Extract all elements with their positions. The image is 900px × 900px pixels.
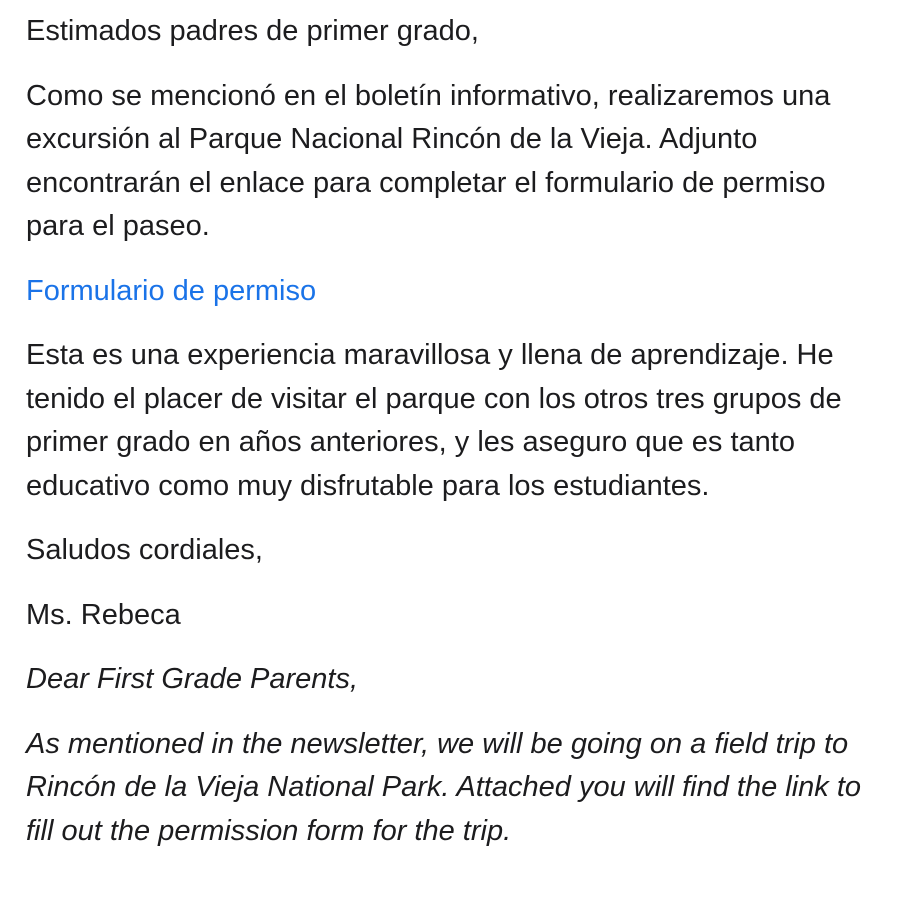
body-paragraph-en-1: As mentioned in the newsletter, we will be going on a field trip to Rincón de la Vieja National Park. Attached you will find the link to fill out the permission form for the trip. — [26, 727, 862, 847]
permission-form-link-paragraph — [26, 270, 870, 314]
body-paragraph-es-1: Como se mencionó en el boletín informativo, realizaremos una excursión al Parque Nacional Rincón de la Vieja. Adjunto encontrarán el enlace para completar el formulario de permiso para el paseo. — [26, 79, 831, 242]
signature-es: Ms. Rebeca — [26, 598, 181, 631]
closing-es: Saludos cordiales, — [26, 534, 263, 566]
greeting-en: Dear First Grade Parents, — [26, 663, 358, 695]
greeting-es: Estimados padres de primer grado, — [26, 15, 479, 47]
body-paragraph-es-2: Esta es una experiencia maravillosa y llena de aprendizaje. He tenido el placer de visitar el parque con los otros tres grupos de primer grado en años anteriores, y les aseguro que es tanto educativo como muy disfrutable para los estudiantes. — [26, 339, 842, 502]
permission-form-link[interactable]: Formulario de permiso — [26, 274, 317, 307]
